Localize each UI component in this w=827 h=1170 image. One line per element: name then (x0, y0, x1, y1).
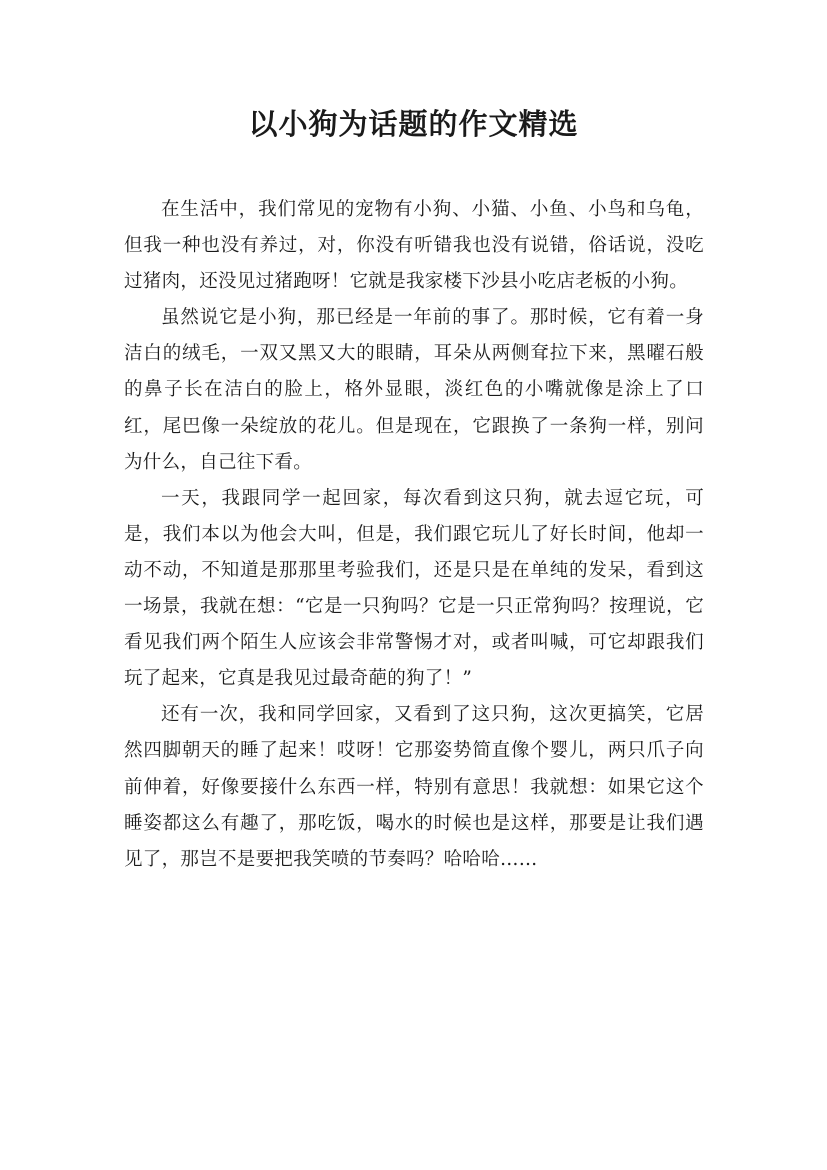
document-body (124, 192, 704, 878)
document-title: 以小狗为话题的作文精选 (248, 107, 579, 141)
paragraph-3: 一天，我跟同学一起回家，每次看到这只狗，就去逗它玩，可是，我们本以为他会大叫，但是，我们跟它玩儿了好长时间，他却一动不动，不知道是那那里考验我们，还是只是在单纯的发呆，看到这一场景，我就在想：“它是一只狗吗？它是一只正常狗吗？按理说，它看见我们两个陌生人应该会非常警惕才对，或者叫喊，可它却跟我们玩了起来，它真是我见过最奇葩的狗了！” (124, 487, 704, 690)
paragraph-4: 还有一次，我和同学回家，又看到了这只狗，这次更搞笑，它居然四脚朝天的睡了起来！哎呀！它那姿势简直像个婴儿，两只爪子向前伸着，好像要接什么东西一样，特别有意思！我就想：如果它这个睡姿都这么有趣了，那吃饭，喝水的时候也是这样，那要是让我们遇见了，那岂不是要把我笑喷的节奏吗？哈哈哈…… (124, 704, 704, 870)
paragraph-1: 在生活中，我们常见的宠物有小狗、小猫、小鱼、小鸟和乌龟，但我一种也没有养过，对，你没有听错我也没有说错，俗话说，没吃过猪肉，还没见过猪跑呀！它就是我家楼下沙县小吃店老板的小狗。 (124, 199, 704, 293)
paragraph-2: 虽然说它是小狗，那已经是一年前的事了。那时候，它有着一身洁白的绒毛，一双又黑又大的眼睛，耳朵从两侧耷拉下来，黑曜石般的鼻子长在洁白的脸上，格外显眼，淡红色的小嘴就像是涂上了口红，尾巴像一朵绽放的花儿。但是现在，它跟换了一条狗一样，别问为什么，自己往下看。 (124, 307, 704, 473)
